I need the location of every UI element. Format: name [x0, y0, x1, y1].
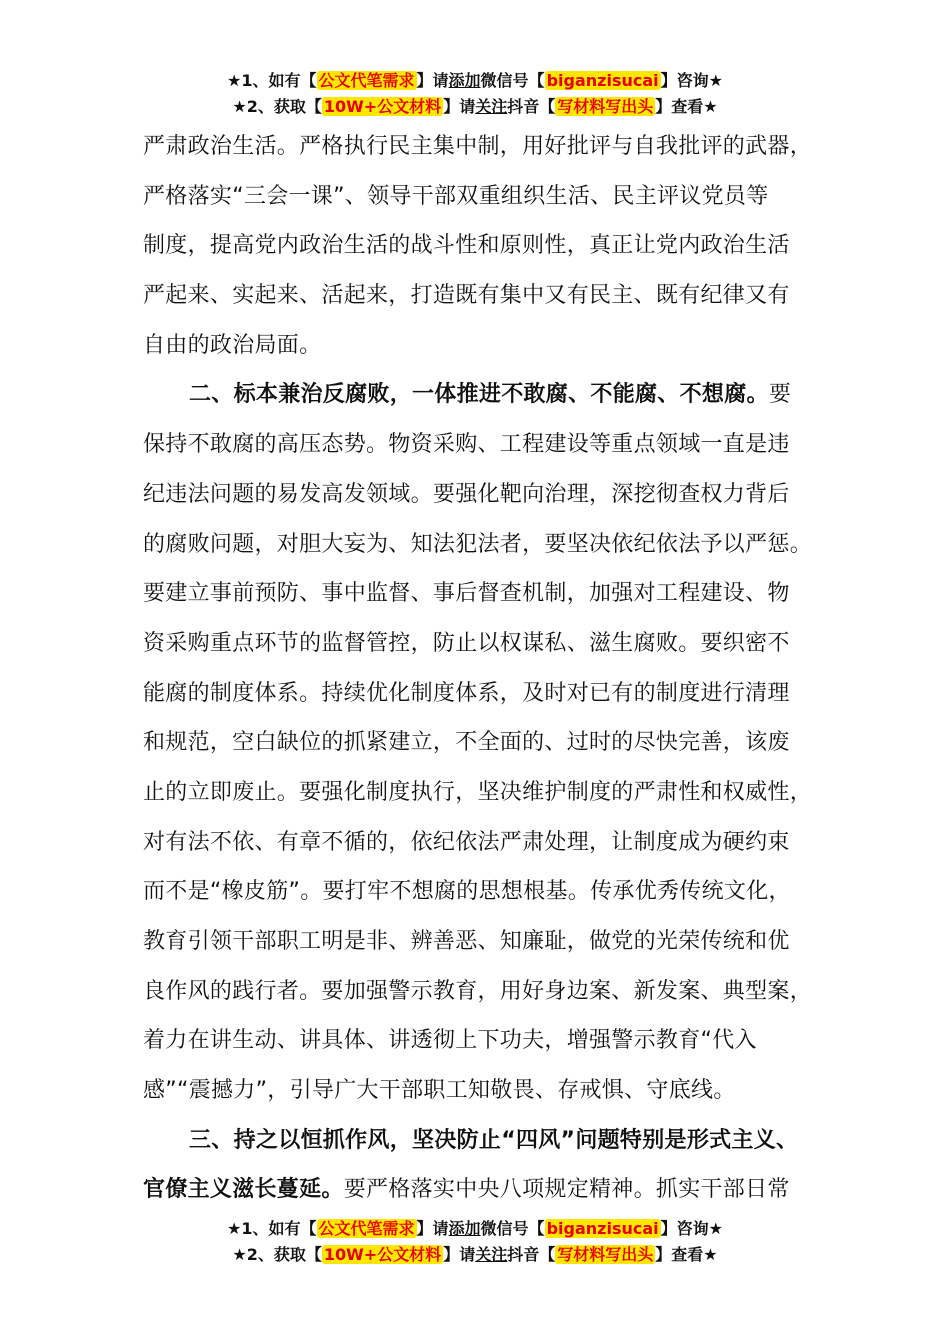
- banner-text: ★1、如有【: [227, 71, 317, 90]
- banner-text: 】请: [416, 71, 449, 90]
- banner-line-1: [0, 1216, 950, 1242]
- highlight-douyin: 写材料写出头: [557, 1245, 654, 1264]
- banner-line-1: [0, 68, 950, 94]
- banner-text: 】咨询★: [660, 71, 723, 90]
- paragraph-3: [143, 1116, 833, 1215]
- banner-text: 微信号【: [480, 71, 545, 90]
- text-line: 对有法不依、有章不循的，依纪依法严肃处理，让制度成为硬约束: [143, 829, 790, 855]
- text-line: 纪违法问题的易发高发领域。要强化靶向治理，深挖彻查权力背后: [143, 481, 790, 507]
- highlight-materials: 10W+公文材料: [323, 97, 442, 116]
- text-run: 要: [768, 382, 792, 408]
- section-heading-2: 二、标本兼治反腐败，一体推进不敢腐、不能腐、不想腐。: [189, 382, 769, 408]
- text-line: 严格落实“三会一课”、领导干部双重组织生活、民主评议党员等: [143, 183, 769, 209]
- banner-underline: 添加: [448, 1219, 481, 1238]
- text-line: 资采购重点环节的监督管控，防止以权谋私、滋生腐败。要织密不: [143, 630, 790, 656]
- banner-text: 】请: [416, 1219, 449, 1238]
- text-line: 保持不敢腐的高压态势。物资采购、工程建设等重点领域一直是违: [143, 432, 790, 458]
- top-banner: [0, 68, 950, 120]
- paragraph-1: [143, 122, 833, 370]
- banner-text: ★1、如有【: [227, 1219, 317, 1238]
- banner-text: 】咨询★: [660, 1219, 723, 1238]
- text-line: 能腐的制度体系。持续优化制度体系，及时对已有的制度进行清理: [143, 680, 790, 706]
- text-line: 严肃政治生活。严格执行民主集中制，用好批评与自我批评的武器，: [143, 134, 813, 159]
- text-line: 制度，提高党内政治生活的战斗性和原则性，真正让党内政治生活: [143, 233, 790, 259]
- bottom-banner: [0, 1216, 950, 1268]
- section-heading-line: [143, 1165, 833, 1215]
- text-line: 和规范，空白缺位的抓紧建立，不全面的、过时的尽快完善，该废: [143, 730, 790, 756]
- highlight-wechat-id: biganzisucai: [546, 1219, 659, 1238]
- text-line: 而不是“橡皮筋”。要打牢不想腐的思想根基。传承优秀传统文化，: [143, 879, 791, 905]
- text-line: 止的立即废止。要强化制度执行，坚决维护制度的严肃性和权威性，: [143, 779, 813, 805]
- text-line: 良作风的践行者。要加强警示教育，用好身边案、新发案、典型案，: [143, 978, 813, 1004]
- banner-text: ★2、获取【: [232, 97, 322, 116]
- banner-text: 】查看★: [655, 1245, 718, 1264]
- highlight-wechat-id: biganzisucai: [546, 71, 659, 90]
- banner-text: 微信号【: [480, 1219, 545, 1238]
- highlight-service: 公文代笔需求: [318, 1219, 415, 1238]
- banner-text: 】请: [443, 97, 476, 116]
- text-line: 着力在讲生动、讲具体、讲透彻上下功夫，增强警示教育“代入: [143, 1028, 757, 1054]
- banner-underline: 添加: [448, 71, 481, 90]
- text-line: 感”“震撼力”，引导广大干部职工知敬畏、存戒惧、守底线。: [143, 1078, 736, 1104]
- section-heading-line: [143, 370, 833, 420]
- text-line: 的腐败问题，对胆大妄为、知法犯法者，要坚决依纪依法予以严惩。: [143, 531, 813, 557]
- paragraph-2: [143, 370, 833, 1115]
- banner-text: 】查看★: [655, 97, 718, 116]
- text-line: 教育引领干部职工明是非、辨善恶、知廉耻，做党的光荣传统和优: [143, 929, 790, 954]
- highlight-service: 公文代笔需求: [318, 71, 415, 90]
- banner-text: 抖音【: [507, 1245, 556, 1264]
- text-line: 自由的政治局面。: [143, 332, 322, 358]
- text-run: 要严格落实中央八项规定精神。抓实干部日常: [343, 1177, 790, 1203]
- highlight-materials: 10W+公文材料: [323, 1245, 442, 1264]
- section-heading-3-cont: 官僚主义滋长蔓延。: [143, 1177, 344, 1203]
- banner-underline: 关注: [475, 1245, 508, 1264]
- document-body: [143, 122, 833, 1215]
- section-heading-3: 三、持之以恒抓作风，坚决防止“四风”问题特别是形式主义、: [189, 1127, 799, 1153]
- text-line: 严起来、实起来、活起来，打造既有集中又有民主、既有纪律又有: [143, 283, 790, 309]
- banner-line-2: [0, 94, 950, 120]
- text-line: 要建立事前预防、事中监督、事后督查机制，加强对工程建设、物: [143, 581, 790, 607]
- banner-text: 抖音【: [507, 97, 556, 116]
- banner-line-2: [0, 1242, 950, 1268]
- highlight-douyin: 写材料写出头: [557, 97, 654, 116]
- banner-text: ★2、获取【: [232, 1245, 322, 1264]
- banner-text: 】请: [443, 1245, 476, 1264]
- banner-underline: 关注: [475, 97, 508, 116]
